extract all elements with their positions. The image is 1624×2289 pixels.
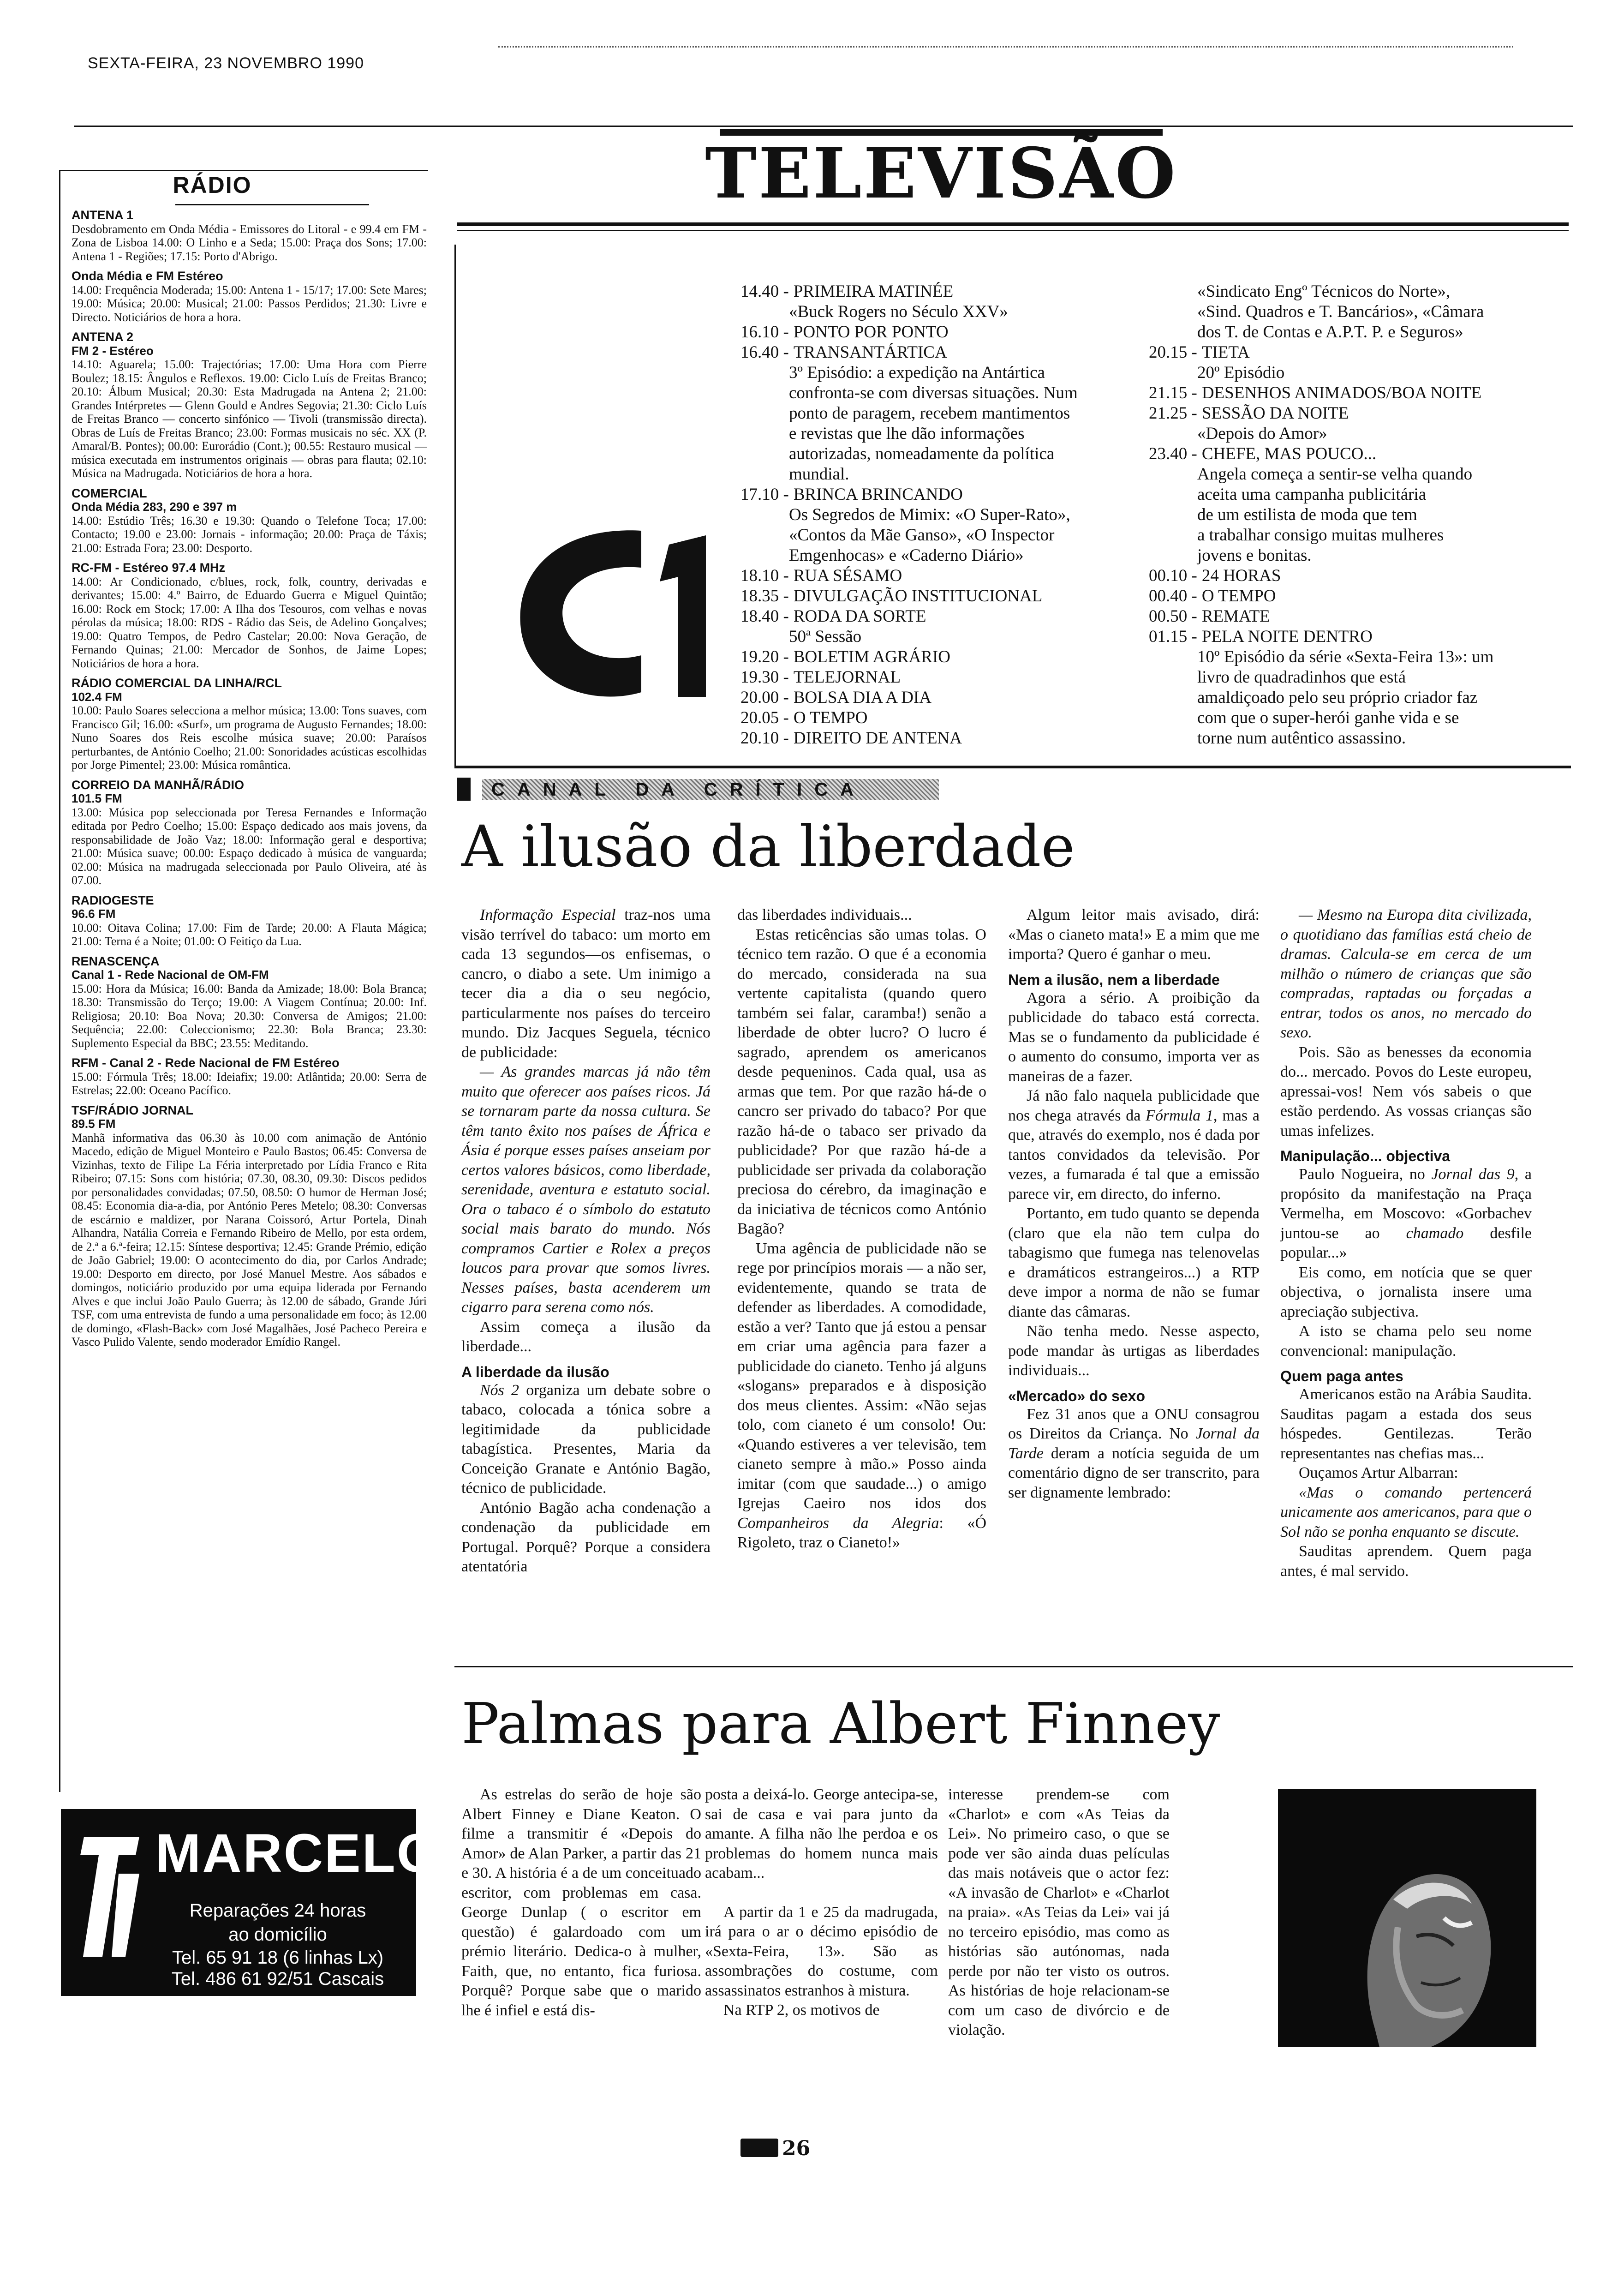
finney-paragraph: A partir da 1 e 25 da madrugada, irá para o ar o décimo episódio de «Sexta-Feira, 13». São as assombrações do costume, com assassinatos estranhos à mistura. [705, 1903, 938, 1999]
text-run: Sauditas aprendem. Quem paga antes, é mal servido. [1280, 1543, 1532, 1580]
tv-programme-description: Emgenhocas» e «Caderno Diário» [789, 546, 1024, 565]
article-subheading: Nem a ilusão, nem a liberdade [1008, 971, 1220, 988]
tv-programme-title: CHEFE, MAS POUCO... [1201, 444, 1377, 463]
tv-programme [740, 485, 1146, 505]
finney-column-1 [461, 1785, 701, 2020]
tv-programme [1149, 444, 1555, 464]
tv-programme-time: 21.15 - [1149, 383, 1197, 402]
tv-programme-title: PRIMEIRA MATINÉE [793, 282, 954, 301]
tv-programme [740, 586, 1146, 606]
radio-schedule: 15.00: Fórmula Três; 18.00: Ideiafix; 19.00: Atlântida; 20.00: Serra de Estrelas; 22.00: Oceano Pacífico. [72, 1070, 427, 1097]
article-paragraph [737, 905, 986, 925]
article-paragraph [1008, 1322, 1260, 1381]
article-subheading: Quem paga antes [1280, 1368, 1403, 1384]
radio-station-name: Onda Média e FM Estéreo [72, 269, 223, 283]
radio-station-name: COMERCIAL [72, 486, 147, 500]
tv-programme-time: 21.25 - [1149, 404, 1197, 423]
text-run: Fez 31 anos que a ONU consagrou os Direitos da Criança. No [1008, 1405, 1260, 1442]
text-run: Ouçamos Artur Albarran: [1299, 1464, 1458, 1481]
canal-1-logo-icon [503, 517, 715, 711]
ad-brand-name: MARCELO [155, 1823, 441, 1884]
tv-programme-title: DIREITO DE ANTENA [793, 729, 962, 748]
tv-programme-title: BOLETIM AGRÁRIO [793, 647, 951, 666]
radio-schedule: 14.00: Frequência Moderada; 15.00: Antena 1 - 15/17; 17.00: Sete Mares; 19.00: Música; 20.00: Musical; 21.00: Passos Perdidos; 21.30: Livre e Directo. Noticiários de hora a hora. [72, 283, 427, 324]
radio-schedule: Manhã informativa das 06.30 às 10.00 com animação de António Macedo, edição de Miguel Monteiro e Paulo Bastos; 06.45: Conversa de Vizinhas, texto de Filipe La Féria interpretado por Lídia Franco e Rita Ribeiro; 07.15: Sons com história; 07.30, 08.30, 09.30: Discos pedidos por personalidades convidadas; 07.50, 08.50: O humor de Herman José; 08.45: Economia dia-a-dia, por António Peres Metelo; 08.30: Conversas de escárnio e maldizer, por Narana Coissoró, Artur Portela, Dinah Alhandra, Natália Correia e Fernando Ribeiro de Mello, por esta ordem, de 2.ª a 6.ª-feira; 12.15: Síntese desportiva; 12.45: Grande Prémio, edição de João Gabriel; 19.00: O acontecimento do dia, por Carlos Andrade; 19.00: Desporto em directo, por José Manuel Mestre. Aos sábados e domingos, noticiário produzido por uma equipa liderada por Fernando Alves e que inclui João Paulo Guerra; às 12.00 de sábado, Grande Júri TSF, com uma entrevista de fundo a uma personalidade em foco; às 12.00 de domingo, «Flash-Back» com José Magalhães, José Pacheco Pereira e Vasco Pulido Valente, sendo moderador Emídio Rangel. [72, 1131, 427, 1348]
tv-listings-column-1 [740, 282, 1146, 749]
tv-programme-time: 20.00 - [740, 688, 789, 707]
article-paragraph [1280, 1463, 1532, 1483]
tv-programme-title: TRANSANTÁRTICA [793, 343, 947, 362]
tv-programme-description: amaldiçoado pelo seu próprio criador faz [1197, 688, 1478, 707]
radio-schedule: 10.00: Paulo Soares selecciona a melhor música; 13.00: Tons suaves, com Francisco Gil; 16.00: «Surf», um programa de Augusto Fernandes; 18.00: Nuno Soares dos Reis escolhe música suave; 20.00: Paraísos perturbantes, de António Coelho; 21.00: Sonoridades acústicas escolhidas por Jorge Pimentel; 23.00: Música romântica. [72, 704, 427, 772]
radio-station [72, 330, 427, 480]
article-subheading: Manipulação... objectiva [1280, 1148, 1451, 1164]
tv-programme-title: 24 HORAS [1201, 566, 1281, 585]
kicker-canal-da-critica: CANAL DA CRÍTICA [482, 779, 939, 800]
article-paragraph [461, 1062, 710, 1318]
tv-programme-title: RODA DA SORTE [793, 607, 926, 626]
radio-station [72, 270, 427, 324]
tv-programme-time: 00.10 - [1149, 566, 1197, 585]
radio-station-name: RC-FM - Estéreo 97.4 MHz [72, 561, 226, 575]
italic-text: Informação Especial [480, 906, 616, 923]
ad-phone-lisboa: Tel. 65 91 18 (6 linhas Lx) [172, 1947, 384, 1968]
tv-programme-description: 3º Episódio: a expedição na Antártica [789, 363, 1045, 382]
tv-programme [740, 282, 1146, 302]
radio-frequency: 96.6 FM [72, 907, 116, 921]
radio-schedule: 13.00: Música pop seleccionada por Teresa Fernandes e Informação editada por Pedro Coelho; 15.00: Espaço dedicado aos mais jovens, da responsabilidade de João Vaz; 18.00: Informação geral e desportiva; 21.00: Música suave; 00.00: Espaço dedicado à música de vanguarda; 02.00: Música na madrugada seleccionada por Paulo Oliveira, até às 07.00. [72, 805, 427, 887]
tv-programme-time: 20.10 - [740, 729, 789, 748]
text-run: desfile popular...» [1280, 1224, 1532, 1261]
tv-programme-note: dos T. de Contas e A.P.T. P. e Seguros» [1197, 323, 1463, 342]
italic-text: Jornal da Tarde [1008, 1425, 1260, 1462]
article-paragraph [737, 925, 986, 1239]
tv-programme-description: Angela começa a sentir-se velha quando [1197, 465, 1473, 484]
article-paragraph [461, 905, 710, 1062]
article-paragraph [1008, 905, 1260, 965]
tv-programme-time: 01.15 - [1149, 627, 1197, 646]
radio-station [72, 487, 427, 555]
tv-programme [740, 322, 1146, 342]
italic-text: «Mas o comando pertencerá unicamente aos americanos, para que o Sol não se ponha enquanto se discute. [1280, 1484, 1532, 1540]
tv-rule [457, 222, 1569, 226]
article-paragraph [1280, 905, 1532, 1043]
tv-programme-time: 14.40 - [740, 282, 789, 301]
article-paragraph [1280, 1322, 1532, 1361]
tv-programme [740, 708, 1146, 728]
text-run: Já não falo naquela publicidade que nos chega através da [1008, 1087, 1260, 1124]
tv-programme [740, 728, 1146, 749]
radio-station-name: RADIOGESTE [72, 893, 154, 907]
radio-listings [72, 209, 427, 1355]
tv-programme-title: PELA NOITE DENTRO [1201, 627, 1373, 646]
tv-programme [1149, 586, 1555, 606]
tv-rule-thin [457, 230, 1569, 231]
tv-programme-description: confronta-se com diversas situações. Num [789, 383, 1078, 402]
tv-programme-title: TELEJORNAL [793, 668, 901, 687]
text-run: António Bagão acha condenação a condenação da publicidade em Portugal. Porquê? Porque a considera atentatória [461, 1499, 710, 1575]
radio-schedule: 10.00: Oitava Colina; 17.00: Fim de Tarde; 20.00: A Flauta Mágica; 21.00: Terna é a Noite; 01.00: O Feitiço da Lua. [72, 921, 427, 948]
text-run: : «Ó Rigoleto, traz o Cianeto!» [737, 1514, 987, 1551]
page-number: 26 [782, 2137, 811, 2160]
tv-programme [1149, 342, 1555, 363]
text-run: Eis como, em notícia que se quer objectiva, o jornalista insere uma apreciação subjectiva. [1280, 1264, 1532, 1320]
portrait-image [1278, 1789, 1536, 2047]
radio-frequency: Canal 1 - Rede Nacional de OM-FM [72, 968, 269, 982]
radio-station-name: RFM - Canal 2 - Rede Nacional de FM Estéreo [72, 1056, 340, 1070]
tv-programme-description: e revistas que lhe dão informações [789, 424, 1025, 443]
radio-frequency: 102.4 FM [72, 689, 122, 704]
tv-section-title: TELEVISÃO [705, 133, 1177, 214]
radio-frequency: 89.5 FM [72, 1117, 116, 1131]
critica-column-1 [461, 905, 710, 1577]
tv-programme [740, 342, 1146, 363]
italic-text: Companheiros da Alegria [737, 1514, 939, 1532]
italic-text: — As grandes marcas já não têm muito que oferecer aos países ricos. Já se tornaram parte da nossa cultura. Se têm tanto êxito nos países de África e Ásia é porque esses países anseiam por certos valores básicos, como liberdade, serenidade, aventura e estatuto social. Ora o tabaco é o símbolo do estatuto social mais barato do mundo. Nós compramos Cartier e Rolex a preços loucos para provar que somos livres. Nesses países, basta acenderem um cigarro para serena como nós. [461, 1063, 710, 1316]
radio-station [72, 561, 427, 670]
tv-programme-description: aceita uma campanha publicitária [1197, 485, 1427, 504]
tv-programme-time: 19.20 - [740, 647, 789, 666]
tv-programme [740, 647, 1146, 667]
tv-programme-title: REMATE [1201, 607, 1270, 626]
radio-frequency: Onda Média 283, 290 e 397 m [72, 500, 237, 514]
italic-text: Jornal das 9 [1431, 1166, 1515, 1183]
radio-station [72, 955, 427, 1050]
article-paragraph [1280, 1263, 1532, 1322]
tv-programme-time: 18.40 - [740, 607, 789, 626]
text-run: , mas a que, através do exemplo, nos é dada por tantos convidados da televisão. Por vezes, a fumarada é tal que a emissão parece vir, em directo, do inferno. [1008, 1107, 1260, 1203]
tv-programme [1149, 403, 1555, 424]
article-paragraph [1280, 1385, 1532, 1463]
tv-programme [1149, 606, 1555, 627]
tv-programme [740, 667, 1146, 688]
tv-programme [740, 606, 1146, 627]
tv-marcelo-ad [61, 1809, 441, 1996]
tv-programme-title: RUA SÉSAMO [793, 566, 902, 585]
tv-programme-title: O TEMPO [793, 708, 868, 727]
tv-programme-time: 17.10 - [740, 485, 789, 504]
tv-programme-description: 10º Episódio da série «Sexta-Feira 13»: um [1197, 647, 1494, 666]
text-run: Portanto, em tudo quanto se dependa (claro que ela não tem culpa do tabagismo que fumega nas telenovelas e dramáticos estrangeiros...) a RTP deve impor a norma de não se fumar diante das câmaras. [1008, 1205, 1260, 1320]
italic-text: Fórmula 1 [1146, 1107, 1213, 1124]
tv-programme-time: 16.40 - [740, 343, 789, 362]
text-run: A isto se chama pelo seu nome convencional: manipulação. [1280, 1323, 1532, 1360]
tv-programme-description: Os Segredos de Mimix: «O Super-Rato», [789, 505, 1070, 524]
tv-programme-description: mundial. [789, 465, 849, 484]
text-run: Paulo Nogueira, no [1299, 1166, 1432, 1183]
top-rule [74, 126, 1573, 127]
tv-programme-title: BRINCA BRINCANDO [793, 485, 963, 504]
section-divider [454, 1666, 1573, 1667]
tv-programme [740, 566, 1146, 586]
italic-text: — Mesmo na Europa dita civilizada, o quotidiano das famílias está cheio de dramas. Calcula-se em cerca de um milhão o número de crianças que são compradas, raptadas ou forçadas a entrar, todos os anos, no mercado do sexo. [1280, 906, 1532, 1041]
text-run: Algum leitor mais avisado, dirá: «Mas o cianeto mata!» E a mim que me importa? Quero é ganhar o meu. [1008, 906, 1260, 963]
radio-station [72, 677, 427, 772]
radio-frequency: FM 2 - Estéreo [72, 343, 154, 358]
radio-station-name: ANTENA 2 [72, 330, 134, 344]
article-paragraph [1008, 1086, 1260, 1204]
tv-programme-description: com que o super-herói ganhe vida e se [1197, 708, 1459, 727]
tv-programme-title: PONTO POR PONTO [793, 323, 949, 342]
headline-ilusao-liberdade: A ilusão da liberdade [461, 814, 1075, 880]
article-paragraph [1280, 1165, 1532, 1263]
tv-programme-title: TIETA [1201, 343, 1250, 362]
finney-column-2 [705, 1785, 938, 2020]
tv-listings-column-2 [1149, 282, 1555, 749]
tv-programme-description: torne num autêntico assassino. [1197, 729, 1406, 748]
text-run: Estas reticências são umas tolas. O técnico tem razão. O que é a economia do mercado, considerada na sua vertente capitalista (quando quero também sei falar, caramba!) senão a liberdade de obter lucro? O lucro é sagrado, aprendem os americanos desde pequeninos. Cada qual, usa as armas que tem. Por que razão há-de o cancro ser privado do tabaco? Por que razão há-de o tabaco ser privado da publicidade? Por que razão há-de a publicidade ser privada da colaboração preciosa do cérebro, da imaginação e da iniciativa de técnicos como António Bagão? [737, 926, 986, 1237]
radio-title-rule [175, 204, 369, 205]
tv-programme-time: 20.05 - [740, 708, 789, 727]
tv-programme-description: «Depois do Amor» [1197, 424, 1327, 443]
radio-station-name: RENASCENÇA [72, 954, 160, 968]
finney-paragraph: As estrelas do serão de hoje são Albert Finney e Diane Keaton. O filme a transmitir é «Depois do Amor» de Alan Parker, a partir das 21 e 30. A história é a de um conceituado escritor, com problemas em casa. George Dunlap ( o escritor em questão) é galardoado com um prémio literário. Dedica-o à mulher, Faith, que, no entanto, fica furiosa. Porquê? Porque sabe que o marido lhe é infiel e está dis- [461, 1786, 701, 2019]
article-paragraph [1008, 989, 1260, 1087]
radio-schedule: 15.00: Hora da Música; 16.00: Banda da Amizade; 18.00: Bola Branca; 18.30: Transmissão do Terço; 19.00: A Viagem Contínua; 20.00: Inf. Religiosa; 20.10: Boa Nova; 20.30: Conversa de Amigos; 21.00: Sequência; 22.00: Coleccionismo; 22.30: Bola Branca; 23.30: Suplemento Especial da BBC; 23.55: Meditando. [72, 982, 427, 1050]
tv-programme-time: 19.30 - [740, 668, 789, 687]
radio-station [72, 1056, 427, 1097]
radio-schedule: Desdobramento em Onda Média - Emissores do Litoral - e 99.4 em FM - Zona de Lisboa 14.00: O Linho e a Seda; 15.00: Praça dos Sons; 17.00: Antena 1 - Regiões; 17.15: Porto d'Abrigo. [72, 222, 427, 263]
text-run: Agora a sério. A proibição da publicidade do tabaco está correcta. Mas se o fundamento da publicidade é o aumento do consumo, importa ver as maneiras de a fazer. [1008, 989, 1260, 1085]
publication-logo-icon [740, 2139, 778, 2157]
radio-station-name: CORREIO DA MANHÃ/RÁDIO [72, 778, 244, 792]
tv-programme [1149, 383, 1555, 403]
tv-programme-description: ponto de paragem, recebem mantimentos [789, 404, 1070, 423]
tv-programme-description: jovens e bonitas. [1197, 546, 1312, 565]
radio-station [72, 1104, 427, 1349]
tv-programme-description: «Buck Rogers no Século XXV» [789, 302, 1008, 321]
tv-programme-time: 18.10 - [740, 566, 789, 585]
tv-programme-description: livro de quadradinhos que está [1197, 668, 1406, 687]
article-subheading: «Mercado» do sexo [1008, 1387, 1145, 1404]
article-paragraph [1008, 1204, 1260, 1322]
finney-column-3 [948, 1785, 1170, 2040]
ad-service: Reparações 24 horas [189, 1900, 366, 1921]
text-run: Não tenha medo. Nesse aspecto, pode mandar às urtigas as liberdades individuais... [1008, 1323, 1260, 1379]
tv-logo-icon [75, 1818, 144, 1966]
article-paragraph [461, 1318, 710, 1357]
tv-programme-time: 00.50 - [1149, 607, 1197, 626]
radio-schedule: 14.00: Ar Condicionado, c/blues, rock, folk, country, derivadas e derivantes; 15.00: 4.º Bairro, de Eduardo Guerra e Miguel Quintão; 16.00: Rock em Stock; 17.00: A Ilha dos Tesouros, com velhas e novas pérolas da música; 18.00: RDS - Rádio das Seis, de Adelino Gonçalves; 19.00: Quatro Tempos, de Pedro Castelar; 20.00: Nova Geração, de Fernando Quinas; 21.00: Mercador de Sonhos, de Jaime Lopes; Noticiários de hora a hora. [72, 575, 427, 670]
ad-service-2: ao domicílio [228, 1924, 327, 1945]
article-paragraph [1280, 1542, 1532, 1581]
tv-programme-time: 23.40 - [1149, 444, 1197, 463]
finney-paragraph: interesse prendem-se com «Charlot» e com «As Teias da Lei». No primeiro caso, o que se pode ver são ainda duas películas das mais notáveis que o actor fez: «A invasão de Charlot» e «Charlot na praia». «As Teias da Lei» vai já no terceiro episódio, mas como as histórias são autónomas, nada perde por não ter visto os outros. As histórias de hoje relacionam-se com um caso de divórcio e de violação. [948, 1786, 1170, 2038]
radio-frequency: 101.5 FM [72, 791, 122, 805]
text-run: organiza um debate sobre o tabaco, colocada a tónica sobre a legitimidade da publicidade tabagística. Presentes, Maria da Conceição Granate e António Bagão, técnico de publicidade. [461, 1381, 710, 1497]
italic-text: Nós 2 [480, 1381, 519, 1399]
radio-station [72, 894, 427, 948]
article-subheading: A liberdade da ilusão [461, 1363, 609, 1380]
tv-programme-description: 20º Episódio [1197, 363, 1285, 382]
albert-finney-photo [1278, 1789, 1536, 2047]
tv-programme [1149, 566, 1555, 586]
critica-column-2 [737, 905, 986, 1553]
radio-schedule: 14.10: Aguarela; 15.00: Trajectórias; 17.00: Uma Hora com Pierre Boulez; 18.15: Ângulos e Reflexos. 19.00: Ciclo Luís de Freitas Branco; 20.10: Álbum Musical; 20.30: Esta Madrugada na Antena 2; 21.00: Grandes Intérpretes — Glenn Gould e Andres Segovia; 21.30: Ciclo Luís de Freitas Branco — concerto sinfónico — Tivoli (transmissão directa). Obras de Luís de Freitas Branco; 23.00: Formas musicais no séc. XX (P. Amaral/B. Pontes); 00.00: Eurorádio (Cont.); 00.55: Restauro musical — música executada em instrumentos originais — obras para flauta; 02.10: Música na Madrugada. Noticiários de hora a hora. [72, 358, 427, 480]
tv-programme-title: BOLSA DIA A DIA [793, 688, 931, 707]
headline-albert-finney: Palmas para Albert Finney [461, 1691, 1220, 1756]
critica-column-3 [1008, 905, 1260, 1503]
radio-station [72, 209, 427, 263]
article-paragraph [737, 1239, 986, 1553]
article-paragraph [1280, 1483, 1532, 1542]
text-run: Americanos estão na Arábia Saudita. Sauditas pagam a estada dos seus hóspedes. Gentilezas. Terão representantes nas chefias mas... [1280, 1386, 1532, 1462]
radio-schedule: 14.00: Estúdio Três; 16.30 e 19.30: Quando o Telefone Toca; 17.00: Contacto; 19.00 e 23.00: Jornais - informação; 20.00: Praça de Táxis; 21.00: Estrada Fora; 23.00: Desporto. [72, 514, 427, 555]
tv-programme-description: 50ª Sessão [789, 627, 862, 646]
article-paragraph [461, 1498, 710, 1577]
tv-programme [1149, 627, 1555, 647]
tv-programme-description: «Contos da Mãe Ganso», «O Inspector [789, 526, 1055, 545]
ad-phone-cascais: Tel. 486 61 92/51 Cascais [171, 1969, 384, 1989]
kicker-block [457, 778, 471, 801]
article-paragraph [461, 1381, 710, 1498]
tv-programme-description: a trabalhar consigo muitas mulheres [1197, 526, 1444, 545]
tv-programme-title: DESENHOS ANIMADOS/BOA NOITE [1201, 383, 1482, 402]
tv-programme-note: «Sind. Quadros e T. Bancários», «Câmara [1197, 302, 1484, 321]
finney-paragraph: posta a deixá-lo. George antecipa-se, sai de casa e vai para junto da amante. A filha não lhe perdoa e os problemas do homem nunca mais acabam... [705, 1786, 938, 1882]
tv-programme-description: de um estilista de moda que tem [1197, 505, 1417, 524]
text-run: deram a notícia seguida de um comentário digno de ser transcrito, para ser dignamente lembrado: [1008, 1444, 1260, 1501]
article-paragraph [1008, 1405, 1260, 1503]
tv-programme-note: «Sindicato Engº Técnicos do Norte», [1197, 282, 1451, 301]
radio-station-name: RÁDIO COMERCIAL DA LINHA/RCL [72, 676, 282, 690]
radio-station [72, 779, 427, 887]
text-run: Pois. São as benesses da economia do... mercado. Povos do Leste europeu, apressai-vos! Nem vós sabeis o que estão perdendo. As vossas crianças são umas infelizes. [1280, 1043, 1532, 1139]
italic-text: chamado [1406, 1224, 1464, 1242]
text-run: das liberdades individuais... [737, 906, 912, 923]
dotted-rule [498, 46, 1513, 48]
tv-programme-title: SESSÃO DA NOITE [1201, 404, 1349, 423]
text-run: Uma agência de publicidade não se rege por princípios morais — a não ser, evidentemente, quando se trata de defender as liberdades. A comodidade, estão a ver? Tanto que já estou a pensar em criar uma agência para fazer a publicidade do cianeto. Tenho já alguns «slogans» preparados e à disposição dos meus clientes. Assim: «Não sejas tolo, com cianeto é um consolo! Ou: «Quando estiveres a ver televisão, tem cianeto sempre à mão.» Posso ainda imitar (com que saudade...) o amigo Igrejas Caeiro nos idos dos [737, 1240, 986, 1512]
page-date: SEXTA-FEIRA, 23 NOVEMBRO 1990 [88, 54, 364, 72]
radio-title: RÁDIO [173, 172, 252, 198]
tv-programme-title: DIVULGAÇÃO INSTITUCIONAL [793, 587, 1043, 605]
radio-station-name: TSF/RÁDIO JORNAL [72, 1103, 194, 1117]
tv-programme-time: 20.15 - [1149, 343, 1197, 362]
tv-programme-title: O TEMPO [1201, 587, 1276, 605]
radio-station-name: ANTENA 1 [72, 208, 134, 222]
tv-programme-time: 18.35 - [740, 587, 789, 605]
text-run: traz-nos uma visão terrível do tabaco: um morto em cada 13 segundos—os enfisemas, o cancro, o diabo a sete. Um inimigo a tecer dia a dia o seu negócio, particularmente nos países do terceiro mundo. Diz Jacques Seguela, técnico de publicidade: [461, 906, 710, 1061]
finney-paragraph: Na RTP 2, os motivos de [723, 2001, 880, 2019]
tv-programme-time: 16.10 - [740, 323, 789, 342]
critica-column-4 [1280, 905, 1532, 1581]
tv-programme-time: 00.40 - [1149, 587, 1197, 605]
text-run: , a propósito da manifestação na Praça Vermelha, em Moscovo: «Gorbachev juntou-se ao [1280, 1166, 1532, 1242]
article-paragraph [1280, 1043, 1532, 1141]
text-run: Assim começa a ilusão da liberdade... [461, 1318, 710, 1355]
tv-programme [740, 688, 1146, 708]
tv-programme-description: autorizadas, nomeadamente da política [789, 444, 1055, 463]
